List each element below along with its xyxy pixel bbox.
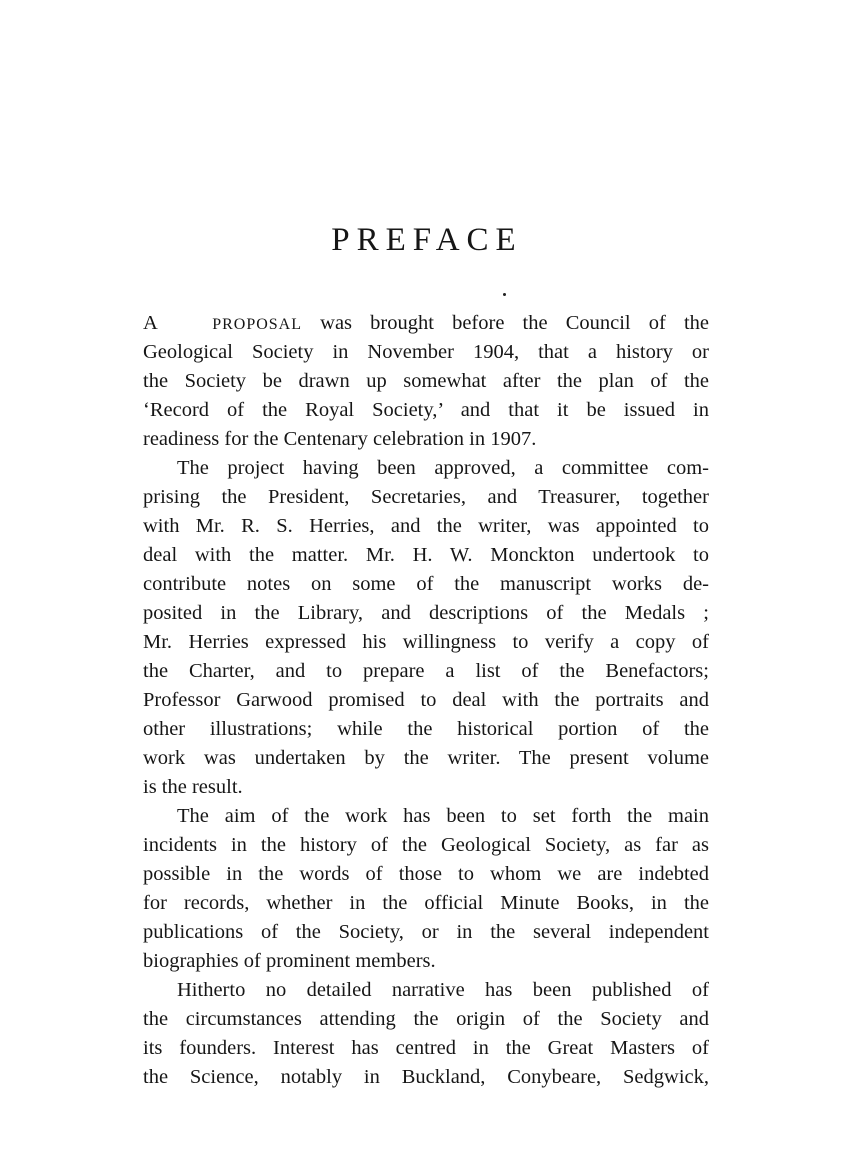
ink-speck (503, 293, 506, 296)
text-line: Hitherto no detailed narrative has been published of (177, 979, 709, 1001)
text-line: the Society be drawn up somewhat after the plan of the (143, 370, 709, 392)
text-line (143, 309, 709, 338)
text-line: the circumstances attending the origin of the Society and (143, 1008, 709, 1030)
text-line: prising the President, Secretaries, and Treasurer, together (143, 486, 709, 508)
text-line: The aim of the work has been to set forth the main (177, 805, 709, 827)
text-line: ‘Record of the Royal Society,’ and that it be issued in (143, 399, 709, 421)
text-line: the Charter, and to prepare a list of the Benefactors; (143, 660, 709, 682)
page-title: PREFACE (331, 222, 523, 258)
text-line: the Science, notably in Buckland, Conybeare, Sedgwick, (143, 1066, 709, 1088)
text-line: deal with the matter. Mr. H. W. Monckton undertook to (143, 544, 709, 566)
text-line: posited in the Library, and descriptions of the Medals ; (143, 602, 709, 624)
text-line: is the result. (143, 776, 243, 798)
text-line: possible in the words of those to whom we are indebted (143, 863, 709, 885)
text-line: with Mr. R. S. Herries, and the writer, was appointed to (143, 515, 709, 537)
preface-text (143, 309, 709, 1092)
text-line: work was undertaken by the writer. The present volume (143, 747, 709, 769)
text-line: publications of the Society, or in the several independent (143, 921, 709, 943)
text-line: readiness for the Centenary celebration in 1907. (143, 428, 537, 450)
small-caps-word: PROPOSAL (212, 316, 303, 333)
text-line: other illustrations; while the historical portion of the (143, 718, 709, 740)
text-line: Geological Society in November 1904, that a history or (143, 341, 709, 363)
text-line: Professor Garwood promised to deal with the portraits and (143, 689, 709, 711)
text-line: its founders. Interest has centred in the Great Masters of (143, 1037, 709, 1059)
text-line: biographies of prominent members. (143, 950, 436, 972)
text-line: contribute notes on some of the manuscript works de- (143, 573, 709, 595)
text-line: incidents in the history of the Geological Society, as far as (143, 834, 709, 856)
text-line: for records, whether in the official Minute Books, in the (143, 892, 709, 914)
text-line: Mr. Herries expressed his willingness to verify a copy of (143, 631, 709, 653)
drop-letter: A (143, 312, 158, 334)
text-line-rest: was brought before the Council of the (320, 312, 710, 334)
text-line: The project having been approved, a committee com- (177, 457, 709, 479)
